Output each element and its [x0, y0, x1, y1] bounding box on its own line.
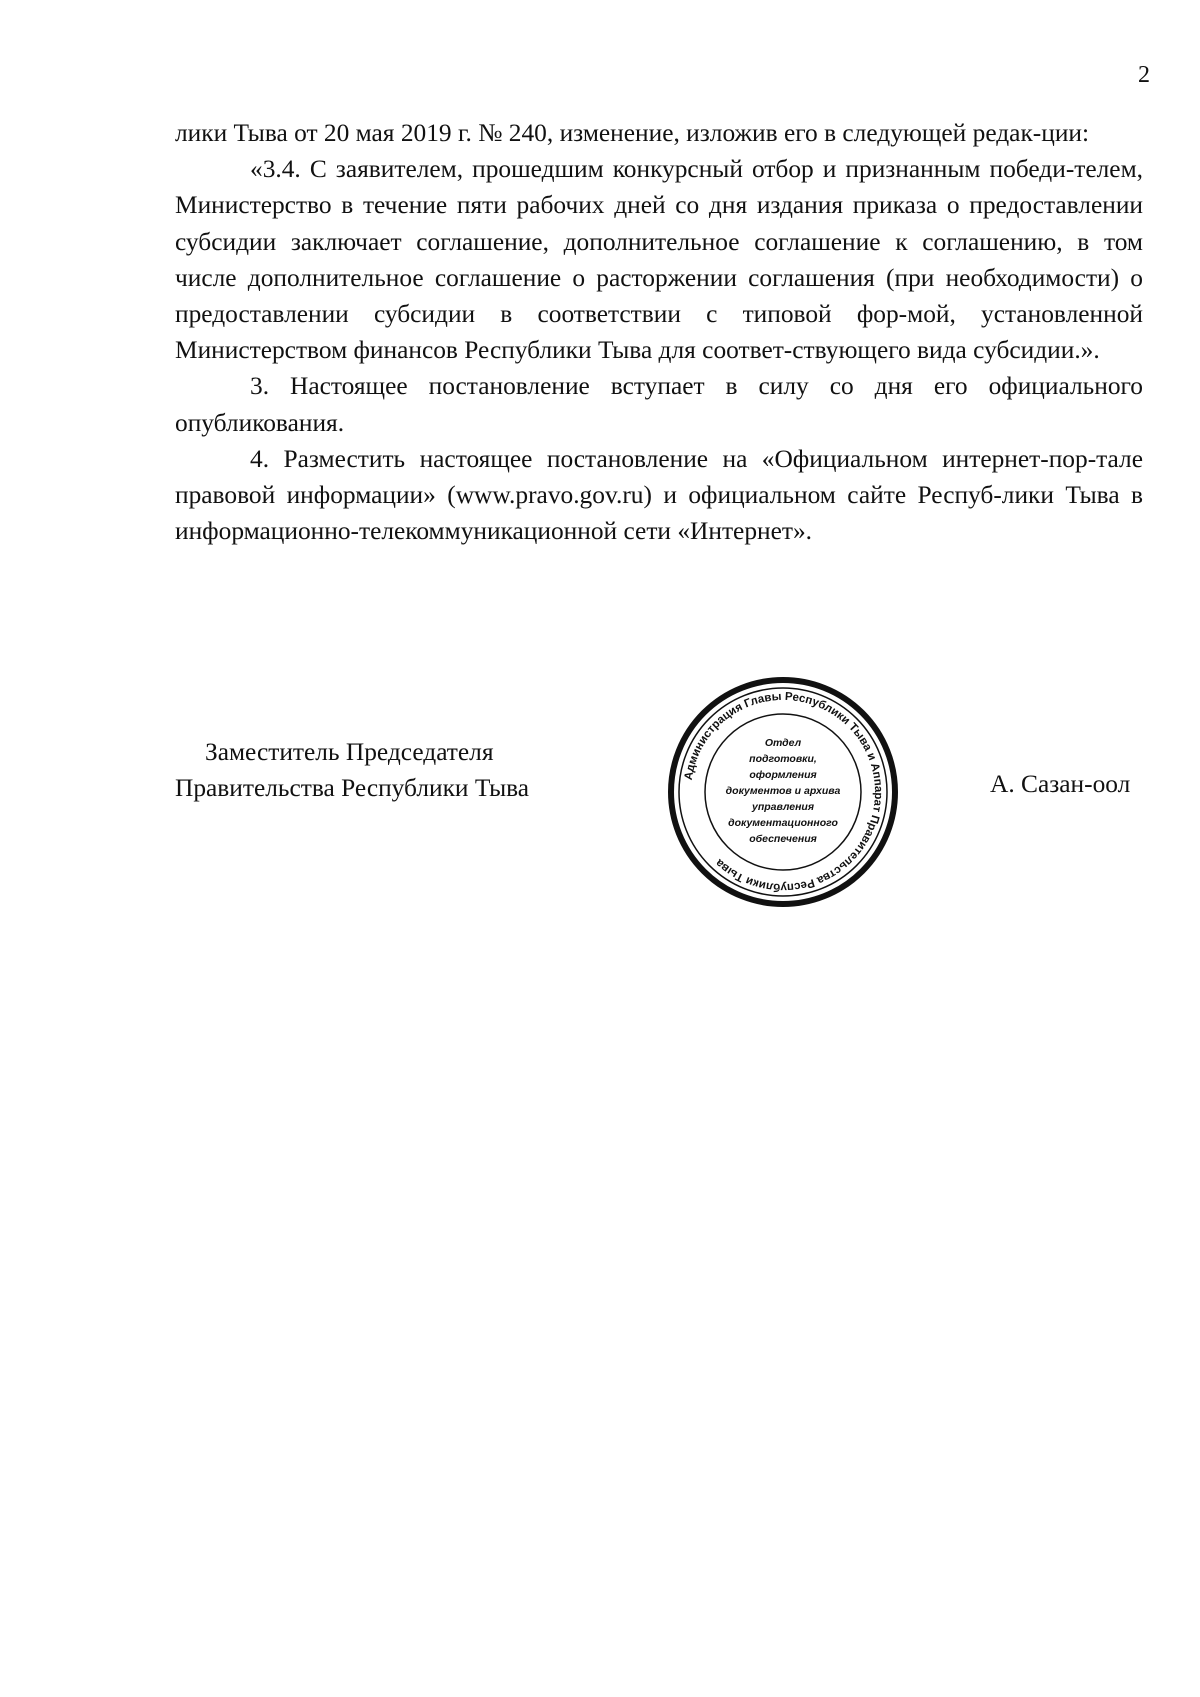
paragraph-continuation: лики Тыва от 20 мая 2019 г. № 240, изменение, изложив его в следующей редак-ции:: [175, 119, 1090, 147]
signatory-title-line-2: Правительства Республики Тыва: [175, 774, 530, 802]
seal-center-text: [726, 737, 841, 845]
paragraph-item-3: 3. Настоящее постановление вступает в силу со дня его официального опубликования.: [175, 372, 1143, 437]
paragraph-item-4: 4. Разместить настоящее постановление на «Официальном интернет-пор-тале правовой информации» (www.pravo.gov.ru) и официальном сайте Респуб-лики Тыва в информационно-телекоммуникационной сети «Интернет».: [175, 444, 1143, 546]
document-body: [175, 115, 1143, 549]
seal-center-line: документов и архива: [725, 785, 841, 797]
seal-center-line: подготовки,: [749, 753, 817, 765]
seal-center-line: Отдел: [764, 737, 802, 749]
signatory-title-line-1: Заместитель Председателя: [205, 738, 494, 766]
signatory-title: [175, 734, 529, 806]
page-number: 2: [1138, 62, 1150, 88]
seal-center-line: документационного: [728, 817, 838, 829]
official-seal: [663, 672, 903, 912]
seal-ring-text: Администрация Главы Республики Тыва и Аппарат Правительства Республики Тыва: [682, 690, 885, 894]
seal-center-line: обеспечения: [749, 833, 817, 845]
signatory-name: А. Сазан-оол: [990, 770, 1131, 798]
paragraph-clause-3-4: «3.4. С заявителем, прошедшим конкурсный отбор и признанным победи-телем, Министерство в течение пяти рабочих дней со дня издания приказа о предоставлении субсидии заключает соглашение, дополнительное соглашение к соглашению, в том числе дополнительное соглашение о расторжении соглашения (при необходимости) о предоставлении субсидии в соответствии с типовой фор-мой, установленной Министерством финансов Республики Тыва для соответ-ствующего вида субсидии.».: [175, 155, 1143, 365]
seal-center-line: управления: [751, 801, 815, 813]
seal-center-line: оформления: [749, 769, 817, 781]
